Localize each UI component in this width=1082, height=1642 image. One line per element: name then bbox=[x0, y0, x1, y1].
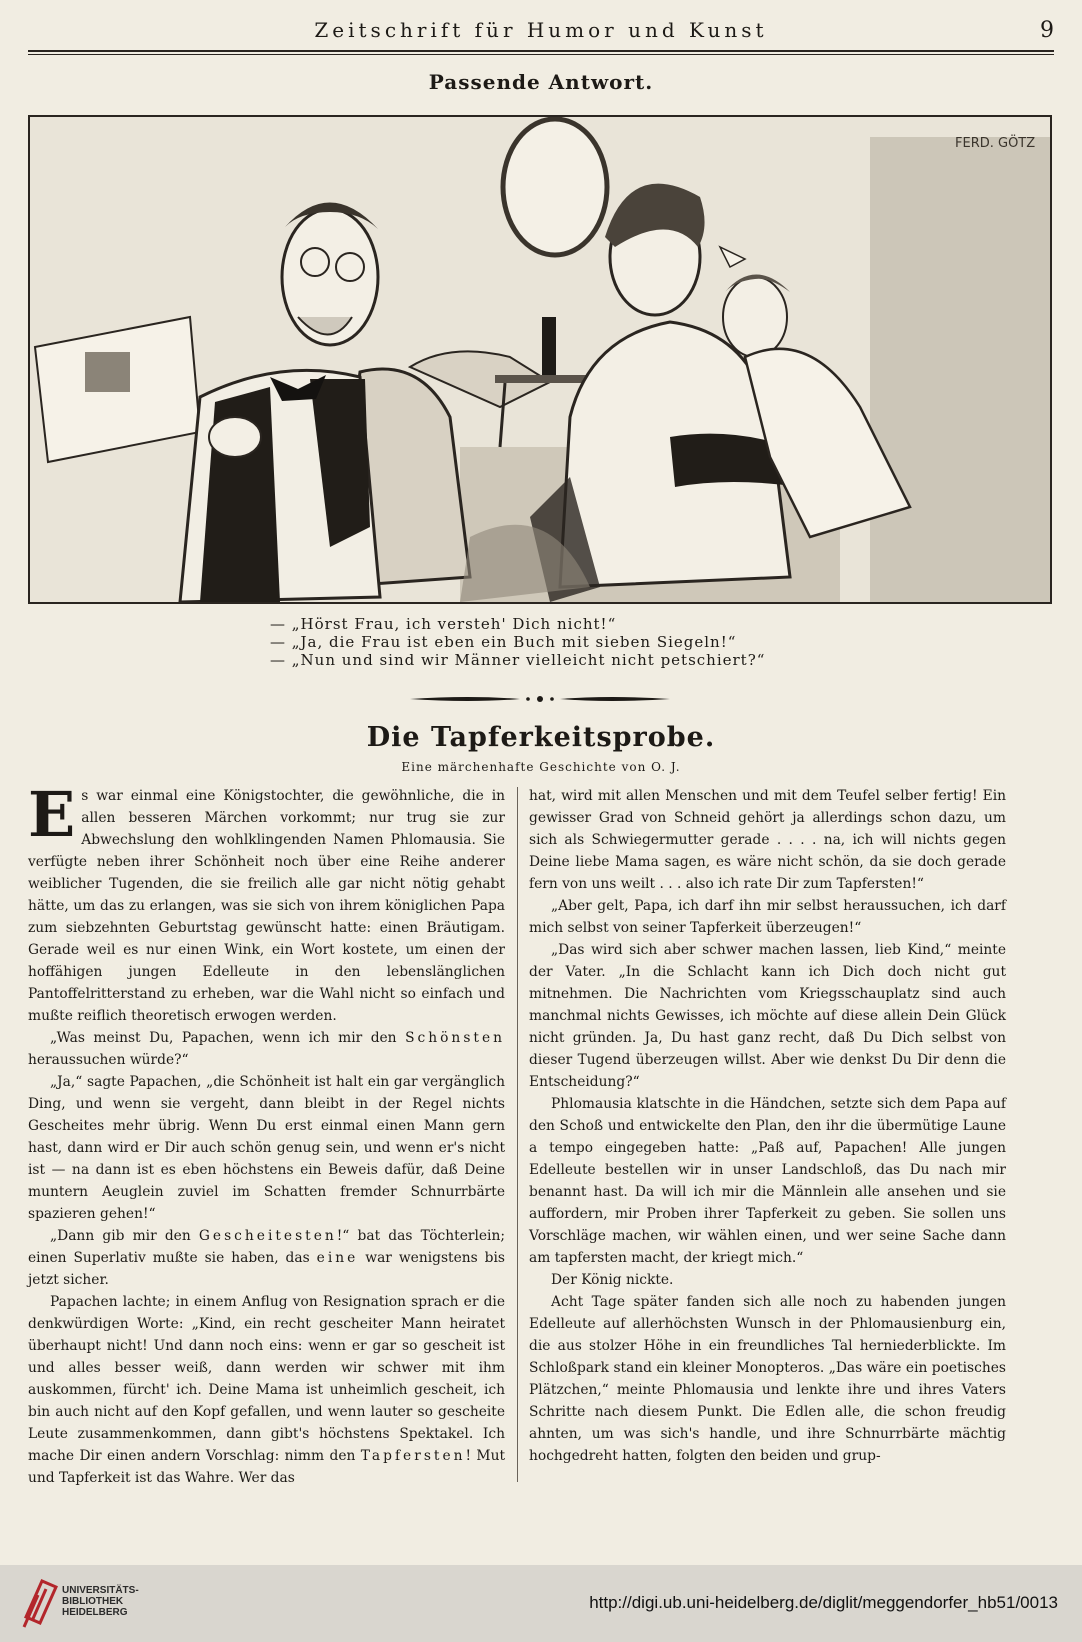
cartoon-drawing bbox=[30, 117, 1050, 602]
text-column-right bbox=[529, 785, 1006, 1467]
paragraph: „Ja,“ sagte Papachen, „die Schönheit ist halt ein gar vergänglich Ding, und wenn sie vergeht, dann bleibt in der Regel nichts Gescheites mehr übrig. Wenn Du erst einmal einen Mann gern hast, dann wird er Dir auch schön genug sein, und wenn er's nicht ist — na dann ist es eben höchstens ein Beweis dafür, daß Deine muntern Aeuglein zuviel im Schatten fremder Schnurrbärte spazieren gehen!“ bbox=[28, 1074, 505, 1222]
library-footer bbox=[0, 1565, 1082, 1642]
cartoon-illustration bbox=[28, 115, 1052, 604]
page-number: 9 bbox=[1040, 18, 1054, 43]
paragraph: Papachen lachte; in einem Anflug von Resignation sprach er die denkwürdigen Worte: „Kind, ein recht gescheiter Mann heiratet überhaupt nicht! Und dann noch eins: wenn er gar so gescheit ist und alles besser weiß, dann werden wir schwer mit ihm auskommen, fürcht' ich. Deine Mama ist unheimlich gescheit, ich bin auch nicht auf den Kopf gefallen, und wenn lauter so gescheite Leute zusammenkommen, dann gibt's höchstens Spektakel. Ich mache Dir einen andern Vorschlag: nimm den Tapfersten! Mut und Tapferkeit ist das Wahre. Wer das bbox=[28, 1294, 505, 1486]
column-divider bbox=[517, 787, 518, 1482]
side-table bbox=[495, 375, 590, 383]
story-title: Die Tapferkeitsprobe. bbox=[366, 722, 716, 753]
text-column-left bbox=[28, 778, 505, 1489]
child-head bbox=[723, 277, 787, 357]
paragraph: Phlomausia klatschte in die Händchen, setzte sich dem Papa auf den Schoß und entwickelte den Plan, den ihr die übermütige Laune a tempo eingegeben hatte: „Paß auf, Papachen! Alle jungen Edelleute bestellen wir in unser Landschloß, das Du nach mir benannt hast. Da will ich mir die Männlein alle ansehen und sie auffordern, mir Proben ihrer Tapferkeit zu geben. Sie sollen uns Vorschläge machen, wir wählen einen, und wer seine Sache dann am tapfersten macht, der kriegt mich.“ bbox=[529, 1096, 1006, 1266]
cartoon-title: Passende Antwort. bbox=[428, 70, 654, 94]
wall-mirror bbox=[503, 119, 607, 255]
library-logo-icon bbox=[22, 1577, 60, 1633]
wall-shadow bbox=[870, 137, 1050, 602]
paragraph: Es war einmal eine Königstochter, die gewöhnliche, die in allen besseren Märchen vorkommt; nur trug sie zur Abwechslung den wohlklingenden Namen Phlomausia. Sie verfügte neben ihrer Schönheit noch über eine Reihe anderer weiblicher Tugenden, die sie freilich alle gar nicht nötig gehabt hätte, um das zu erlangen, was sie sich von ihrem königlichen Papa zum siebzehnten Geburtstag gewünscht hatte: einen Bräutigam. Gerade weil es nur einen Wink, ein Wort kostete, um einen der hoffähigen jungen Edelleute in den lebenslänglichen Pantoffelritterstand zu erheben, war die Wahl nicht so einfach und mußte reiflich theoretisch erwogen werden. bbox=[28, 778, 505, 1024]
source-url-link[interactable]: http://digi.ub.uni-heidelberg.de/diglit/meggendorfer_hb51/0013 bbox=[589, 1593, 1058, 1612]
paragraph: „Dann gib mir den Gescheitesten!“ bat das Töchterlein; einen Superlativ mußte sie haben, das eine war wenigstens bis jetzt sicher. bbox=[28, 1228, 505, 1288]
artist-signature: FERD. GÖTZ bbox=[955, 136, 1036, 151]
drop-cap: E bbox=[28, 778, 76, 851]
paragraph: Acht Tage später fanden sich alle noch zu habenden jungen Edelleute auf allerhöchsten Wunsch in der Phlomausienburg ein, die aus stolzer Höhe in ein freundliches Tal herniederblickte. Im Schloßpark stand ein kleiner Monopteros. „Das wäre ein poetisches Plätzchen,“ meinte Phlomausia und lenkte ihre und ihres Vaters Schritte nach diesem Punkt. Die Edlen alle, die schon freudig ahnten, um was sich's handle, und ihre Schnurrbärte mächtig hochgedreht hatten, folgten den beiden und grup- bbox=[529, 1294, 1006, 1464]
header-rule bbox=[28, 50, 1054, 55]
paragraph: „Das wird sich aber schwer machen lassen, lieb Kind,“ meinte der Vater. „In die Schlacht kann ich Dich doch nicht gut mitnehmen. Die Nachrichten vom Kriegsschauplatz sind auch manchmal nichts Gewisses, ich möchte auf diese allein Dein Glück nicht gründen. Ja, Du hast ganz recht, daß Du Dich selbst von dieser Tugend überzeugen willst. Aber wie denkst Du Dir denn die Entscheidung?“ bbox=[529, 942, 1006, 1090]
library-name: UNIVERSITÄTS- BIBLIOTHEK HEIDELBERG bbox=[62, 1585, 139, 1618]
paragraph: Der König nickte. bbox=[551, 1272, 674, 1288]
caption-line: — „Nun und sind wir Männer vielleicht nicht petschiert?“ bbox=[270, 651, 766, 669]
caption-line: — „Ja, die Frau ist eben ein Buch mit sieben Siegeln!“ bbox=[270, 633, 737, 651]
paragraph: „Was meinst Du, Papachen, wenn ich mir den Schönsten heraussuchen würde?“ bbox=[28, 1030, 505, 1068]
newspaper-picture bbox=[85, 352, 130, 392]
running-title: Zeitschrift für Humor und Kunst bbox=[314, 18, 768, 42]
paragraph: hat, wird mit allen Menschen und mit dem Teufel selber fertig! Ein gewisser Grad von Schneid gehört ja allerdings schon dazu, um sich als Schwiegermutter gerade . . . . na, ich will nichts gegen Deine liebe Mama sagen, es wäre nicht schön, da sie doch gerade fern von uns weilt . . . also ich rate Dir zum Tapfersten!“ bbox=[529, 788, 1006, 892]
caption-line: — „Hörst Frau, ich versteh' Dich nicht!“ bbox=[270, 615, 617, 633]
bottle bbox=[542, 317, 556, 375]
cartoon-caption bbox=[270, 615, 830, 669]
section-ornament bbox=[410, 693, 670, 705]
man-hand bbox=[209, 417, 261, 457]
paragraph: „Aber gelt, Papa, ich darf ihn mir selbst heraussuchen, ich darf mich selbst von seiner Tapferkeit überzeugen!“ bbox=[529, 898, 1006, 936]
story-subtitle: Eine märchenhafte Geschichte von O. J. bbox=[401, 760, 681, 774]
